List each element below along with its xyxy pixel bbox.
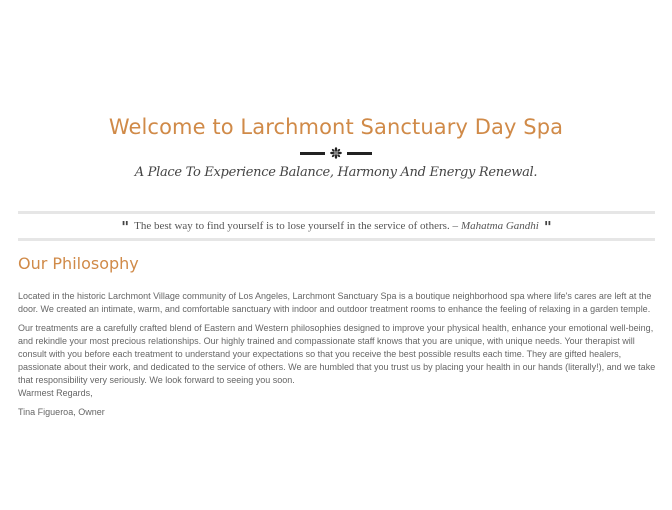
philosophy-paragraph-1: Located in the historic Larchmont Village community of Los Angeles, Larchmont Sanctuary Spa is a boutique neighborhood spa where life's cares are left at the door. We created an intimate, warm, and comfortable sanctuary with indoor and outdoor treatment rooms to enhance the feeling of relaxing in a garden temple. xyxy=(18,291,652,314)
owner-signature: Tina Figueroa, Owner xyxy=(18,407,105,417)
philosophy-heading: Our Philosophy xyxy=(18,254,139,273)
closing-text: Warmest Regards, xyxy=(18,388,93,398)
close-quote-icon: " xyxy=(543,217,552,236)
open-quote-icon: " xyxy=(121,217,130,236)
divider-bar-left xyxy=(300,152,325,155)
divider-bar-right xyxy=(347,152,372,155)
quote-author: Mahatma Gandhi xyxy=(460,220,539,232)
tagline: A Place To Experience Balance, Harmony And Energy Renewal. xyxy=(134,165,538,180)
quote-text: The best way to find yourself is to lose yourself in the service of others. – xyxy=(134,220,458,232)
hero-section xyxy=(0,112,672,182)
philosophy-paragraph-2: Our treatments are a carefully crafted blend of Eastern and Western philosophies designed to improve your physical health, enhance your emotional well-being, and rekindle your most precious relationships. Our highly trained and compassionate staff knows that you are unique, with unique needs. Your therapist will consult with you before each treatment to understand your expectations so that you receive the best possible results each time. They are gifted healers, passionate about their work, and dedicated to the service of others. We are humbled that you trust us by placing your health in our hands (literally!), and we take that responsibility very seriously. We look forward to seeing you soon. xyxy=(18,323,656,385)
quote-band xyxy=(18,211,655,241)
lotus-flower-icon xyxy=(329,146,343,160)
page-title: Welcome to Larchmont Sanctuary Day Spa xyxy=(108,115,564,139)
philosophy-content xyxy=(18,290,658,425)
ornamental-divider xyxy=(0,146,672,160)
